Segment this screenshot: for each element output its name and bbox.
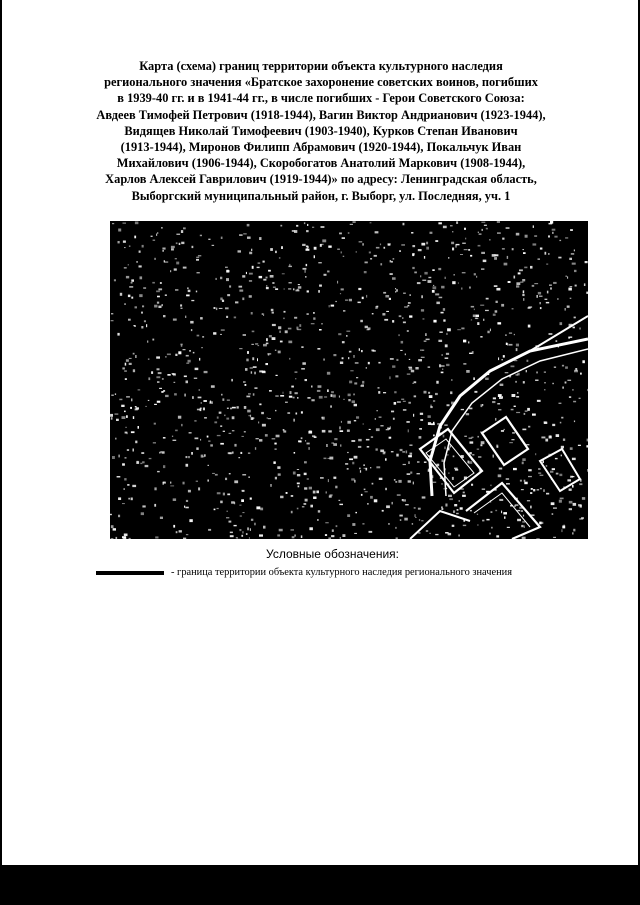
map-title (66, 58, 576, 204)
bottom-scan-band (0, 865, 640, 905)
legend-heading: Условные обозначения: (266, 547, 399, 561)
title-line: регионального значения «Братское захоронение советских воинов, погибших (104, 75, 538, 90)
title-line: Выборгский муниципальный район, г. Выборг, ул. Последняя, уч. 1 (131, 188, 511, 203)
legend-item-label: - граница территории объекта культурного наследия регионального значения (171, 567, 512, 578)
title-line: Карта (схема) границ территории объекта культурного наследия (139, 59, 503, 73)
page-border-left (0, 0, 2, 866)
title-line: Видящев Николай Тимофеевич (1903-1940), Курков Степан Иванович (124, 123, 518, 138)
title-line: (1913-1944), Миронов Филипп Абрамович (1920-1944), Покальчук Иван (120, 140, 522, 155)
title-line: Михайлович (1906-1944), Скоробогатов Анатолий Маркович (1908-1944), (116, 156, 526, 171)
title-line: в 1939-40 гг. и в 1941-44 гг., в числе погибших - Герои Советского Союза: (117, 91, 525, 106)
title-line: Авдеев Тимофей Петрович (1918-1944), Вагин Виктор Андрианович (1923-1944), (96, 107, 546, 122)
aerial-map-image (110, 221, 588, 539)
boundary-line-symbol (96, 571, 164, 575)
title-line: Харлов Алексей Гаврилович (1919-1944)» по адресу: Ленинградская область, (105, 172, 537, 187)
aerial-photo (110, 221, 588, 539)
